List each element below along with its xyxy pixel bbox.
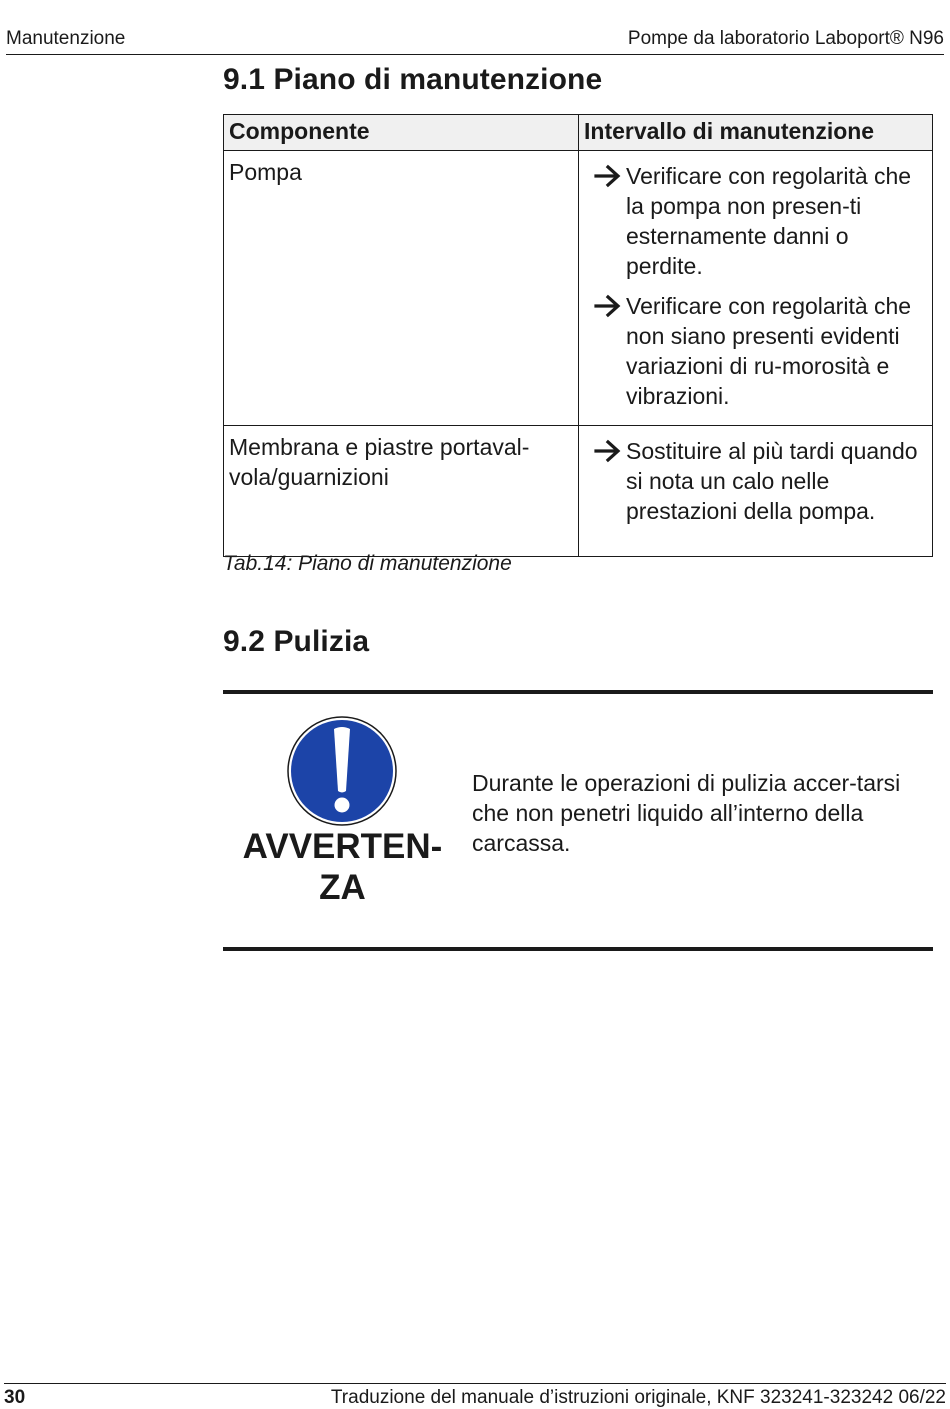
instruction-step bbox=[584, 436, 927, 526]
arrow-right-icon bbox=[594, 294, 622, 318]
page-number: 30 bbox=[4, 1387, 26, 1408]
table-cell-interval bbox=[579, 426, 933, 557]
table-caption: Tab.14: Piano di manutenzione bbox=[223, 552, 512, 575]
instruction-text: Verificare con regolarità che la pompa non presen-ti esternamente danni o perdite. bbox=[626, 163, 912, 279]
table-cell-component bbox=[224, 151, 579, 426]
exclamation-circle-icon bbox=[286, 715, 398, 827]
maintenance-table bbox=[223, 114, 933, 557]
arrow-right-icon bbox=[594, 439, 622, 463]
page-header bbox=[6, 26, 944, 55]
warning-bottom-rule bbox=[223, 947, 933, 951]
table-cell-interval bbox=[579, 151, 933, 426]
warning-top-rule bbox=[223, 690, 933, 694]
table-row bbox=[224, 151, 933, 426]
instruction-step bbox=[584, 291, 927, 411]
column-header-component: Componente bbox=[224, 115, 579, 151]
header-product: Pompe da laboratorio Laboport® N96 bbox=[627, 28, 944, 49]
instruction-step bbox=[584, 161, 927, 281]
component-name: Membrana e piastre portaval-vola/guarnizioni bbox=[229, 434, 530, 490]
header-chapter: Manutenzione bbox=[6, 28, 126, 49]
warning-text: Durante le operazioni di pulizia accer-tarsi che non penetri liquido all’interno della carcassa. bbox=[472, 770, 901, 856]
component-name: Pompa bbox=[229, 159, 302, 185]
section-title-maintenance-plan: 9.1 Piano di manutenzione bbox=[223, 63, 603, 96]
table-cell-component bbox=[224, 426, 579, 557]
instruction-text: Sostituire al più tardi quando si nota un calo nelle prestazioni della pompa. bbox=[626, 438, 918, 524]
instruction-text: Verificare con regolarità che non siano presenti evidenti variazioni di ru-morosità e vibrazioni. bbox=[626, 293, 912, 409]
table-header-row bbox=[224, 115, 933, 151]
document-reference: Traduzione del manuale d’istruzioni originale, KNF 323241-323242 06/22 bbox=[330, 1387, 946, 1408]
arrow-right-icon bbox=[594, 164, 622, 188]
warning-label: AVVERTEN-ZA bbox=[242, 827, 443, 907]
page-footer bbox=[4, 1383, 946, 1408]
section-title-cleaning: 9.2 Pulizia bbox=[223, 625, 370, 658]
column-header-interval: Intervallo di manutenzione bbox=[579, 115, 933, 151]
table-row bbox=[224, 426, 933, 557]
